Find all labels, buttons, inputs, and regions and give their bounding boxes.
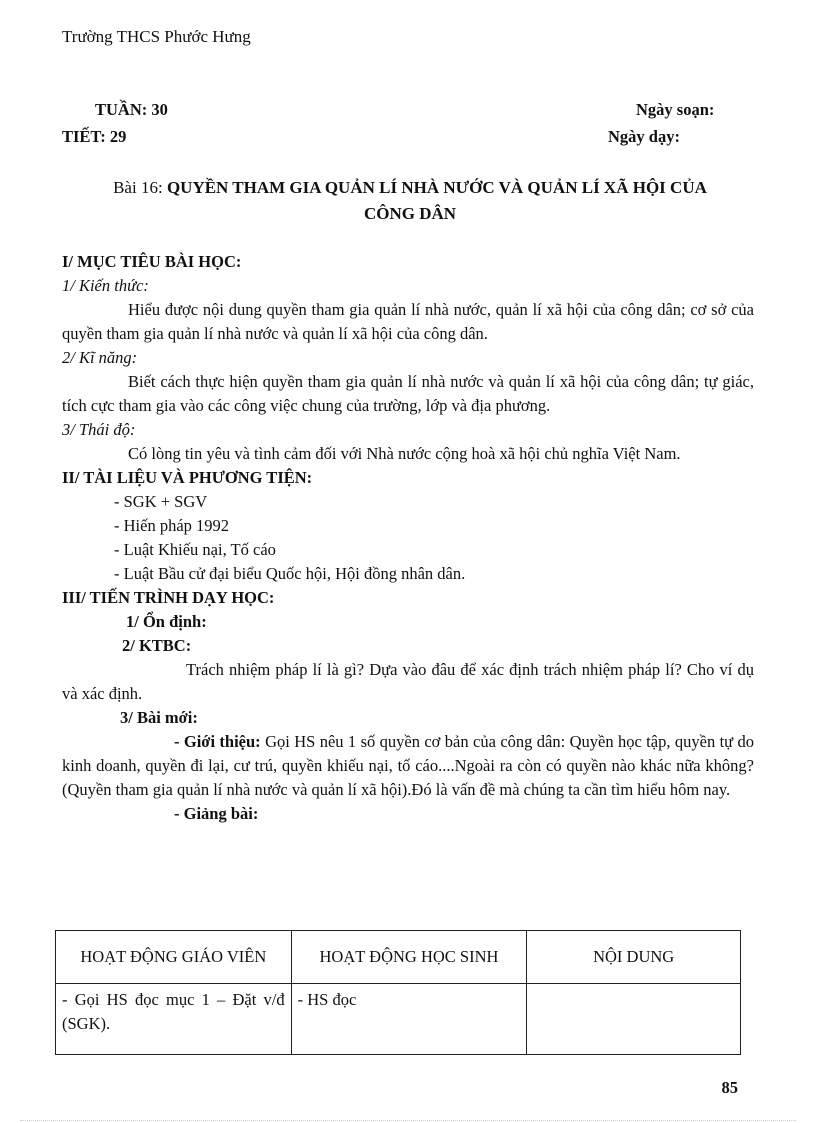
step2-text: Trách nhiệm pháp lí là gì? Dựa vào đâu để xác định trách nhiệm pháp lí? Cho ví dụ và xác định.: [62, 660, 754, 703]
school-name: Trường THCS Phước Hưng: [62, 27, 251, 46]
title-line-1: QUYỀN THAM GIA QUẢN LÍ NHÀ NƯỚC VÀ QUẢN LÍ XÃ HỘI CỦA: [166, 178, 707, 197]
title-prefix: Bài 16:: [113, 178, 167, 197]
skills-text: Biết cách thực hiện quyền tham gia quản lí nhà nước và quản lí xã hội của công dân; tự giác, tích cực tham gia vào các công việc chung của trường, lớp và địa phương.: [62, 372, 754, 415]
material-item: - SGK + SGV: [114, 492, 208, 511]
material-item: - Luật Khiếu nại, Tố cáo: [114, 540, 276, 559]
teacher-activity-cell: - Gọi HS đọc mục 1 – Đặt v/đ (SGK).: [56, 984, 292, 1055]
material-item: - Luật Bầu cử đại biểu Quốc hội, Hội đồng nhân dân.: [114, 564, 466, 583]
knowledge-label: 1/ Kiến thức:: [62, 276, 149, 295]
intro-label: - Giới thiệu:: [174, 732, 261, 751]
attitude-label: 3/ Thái độ:: [62, 420, 136, 439]
activity-table: [55, 930, 741, 1055]
lesson-title: [60, 175, 760, 227]
student-activity-cell: - HS đọc: [291, 984, 527, 1055]
intro-paragraph: [62, 730, 754, 802]
material-item: - Hiến pháp 1992: [114, 516, 230, 535]
section3-heading: III/ TIẾN TRÌNH DẠY HỌC:: [62, 588, 275, 607]
step1-label: 1/ Ổn định:: [126, 612, 207, 631]
table-header-row: [56, 931, 741, 984]
knowledge-text: Hiểu được nội dung quyền tham gia quản lí nhà nước, quản lí xã hội của công dân; cơ sở của quyền tham gia quản lí nhà nước và quản lí xã hội của công dân.: [62, 300, 754, 343]
page-number: 85: [721, 1078, 738, 1097]
step2-label: 2/ KTBC:: [122, 636, 192, 655]
skills-label: 2/ Kĩ năng:: [62, 348, 138, 367]
prep-date-label: Ngày soạn:: [636, 100, 715, 119]
teach-date-label: Ngày dạy:: [608, 127, 680, 146]
attitude-text: Có lòng tin yêu và tình cảm đối với Nhà nước cộng hoà xã hội chủ nghĩa Việt Nam.: [128, 444, 681, 463]
table-row: [56, 984, 741, 1055]
week-label: TUẦN: 30: [95, 100, 168, 119]
section1-heading: I/ MỤC TIÊU BÀI HỌC:: [62, 252, 242, 271]
section2-heading: II/ TÀI LIỆU VÀ PHƯƠNG TIỆN:: [62, 468, 313, 487]
header-teacher-activity: HOẠT ĐỘNG GIÁO VIÊN: [56, 931, 292, 984]
step3-label: 3/ Bài mới:: [120, 708, 198, 727]
page-bottom-divider: [20, 1120, 796, 1121]
period-label: TIẾT: 29: [62, 127, 127, 146]
lesson-content: [62, 250, 754, 826]
header-student-activity: HOẠT ĐỘNG HỌC SINH: [291, 931, 527, 984]
header-content: NỘI DUNG: [527, 931, 741, 984]
lecture-label: - Giảng bài:: [174, 804, 259, 823]
content-cell: [527, 984, 741, 1055]
title-line-2: CÔNG DÂN: [363, 204, 457, 223]
intro-text: Gọi HS nêu 1 số quyền cơ bản của công dân: Quyền học tập, quyền tự do kinh doanh, quyền đi lại, cư trú, quyền khiếu nại, tố cáo....Ngoài ra còn có quyền nào khác nữa không?(Quyền tham gia quản lí nhà nước và quản lí xã hội).Đó là vấn đề mà chúng ta cần tìm hiểu hôm nay.: [62, 732, 755, 799]
